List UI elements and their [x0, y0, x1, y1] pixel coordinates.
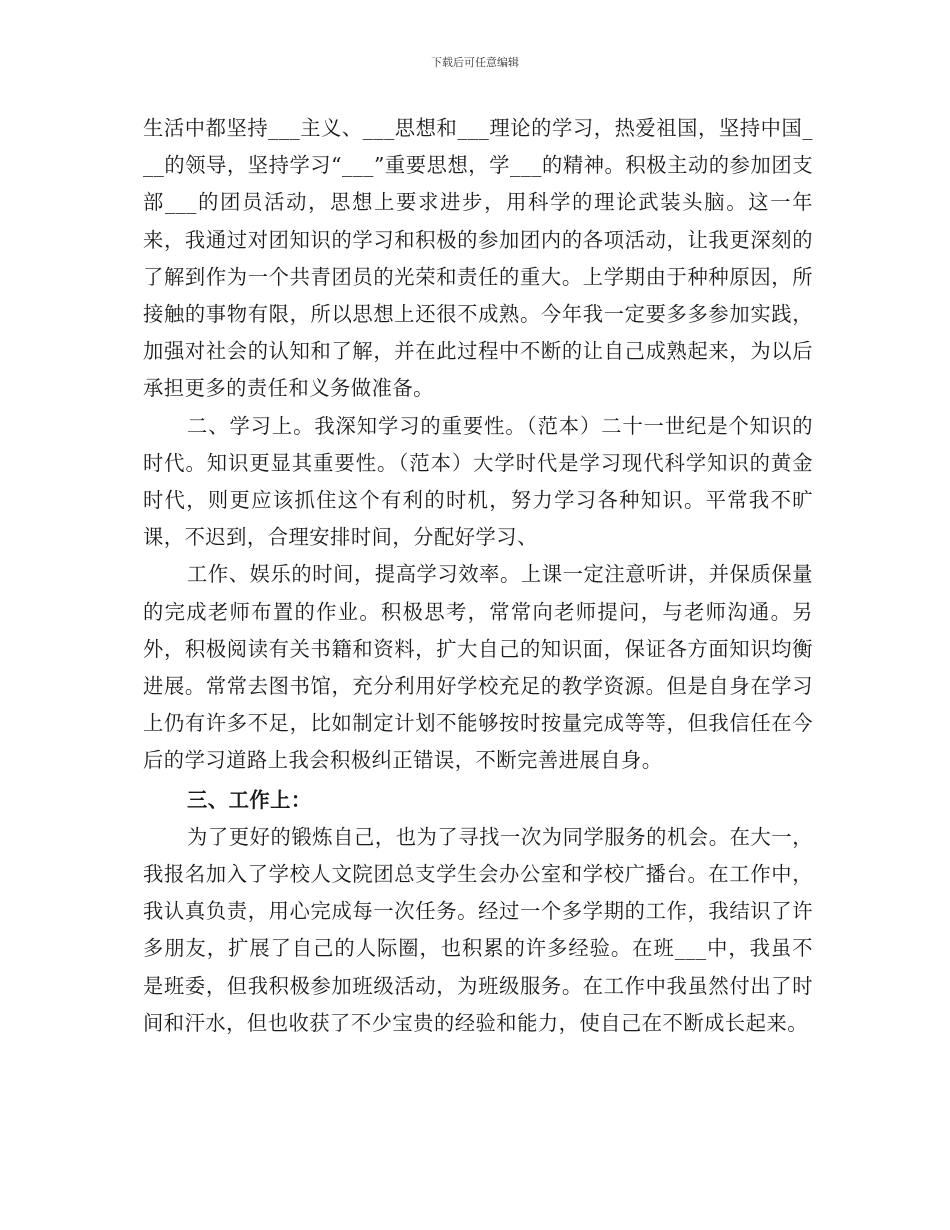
paragraph-study-detail: 工作、娱乐的时间，提高学习效率。上课一定注意听讲，并保质保量的完成老师布置的作业。积极思考，常常向老师提问，与老师沟通。另外，积极阅读有关书籍和资料，扩大自己的知识面，保证各方面知识均衡进展。常常去图书馆，充分利用好学校充足的教学资源。但是自身在学习上仍有许多不足，比如制定计划不能够按时按量完成等等，但我信任在今后的学习道路上我会积极纠正错误，不断完善进展自身。	[143, 562, 813, 773]
document-body	[143, 110, 813, 1042]
paragraph-ideology: 生活中都坚持___主义、___思想和___理论的学习，热爱祖国，坚持中国___的领导，坚持学习“___”重要思想，学___的精神。积极主动的参加团支部___的团员活动，思想上要求进步，用科学的理论武装头脑。这一年来，我通过对团知识的学习和积极的参加团内的各项活动，让我更深刻的了解到作为一个共青团员的光荣和责任的重大。上学期由于种种原因，所接触的事物有限，所以思想上还很不成熟。今年我一定要多多参加实践，加强对社会的认知和了解，并在此过程中不断的让自己成熟起来，为以后承担更多的责任和义务做准备。	[143, 116, 813, 401]
paragraph-study-intro: 二、学习上。我深知学习的重要性。（范本）二十一世纪是个知识的时代。知识更显其重要性。（范本）大学时代是学习现代科学知识的黄金时代，则更应该抓住这个有利的时机，努力学习各种知识。平常我不旷课，不迟到，合理安排时间，分配好学习、	[143, 413, 813, 550]
paragraph-work: 为了更好的锻炼自己，也为了寻找一次为同学服务的机会。在大一，我报名加入了学校人文院团总支学生会办公室和学校广播台。在工作中，我认真负责，用心完成每一次任务。经过一个多学期的工作，我结识了许多朋友，扩展了自己的人际圈，也积累的许多经验。在班___中，我虽不是班委，但我积极参加班级活动，为班级服务。在工作中我虽然付出了时间和汗水，但也收获了不少宝贵的经验和能力，使自己在不断成长起来。	[143, 824, 813, 1035]
page-header-note: 下载后可任意编辑	[431, 56, 519, 69]
section-heading-work: 三、工作上：	[187, 787, 312, 812]
